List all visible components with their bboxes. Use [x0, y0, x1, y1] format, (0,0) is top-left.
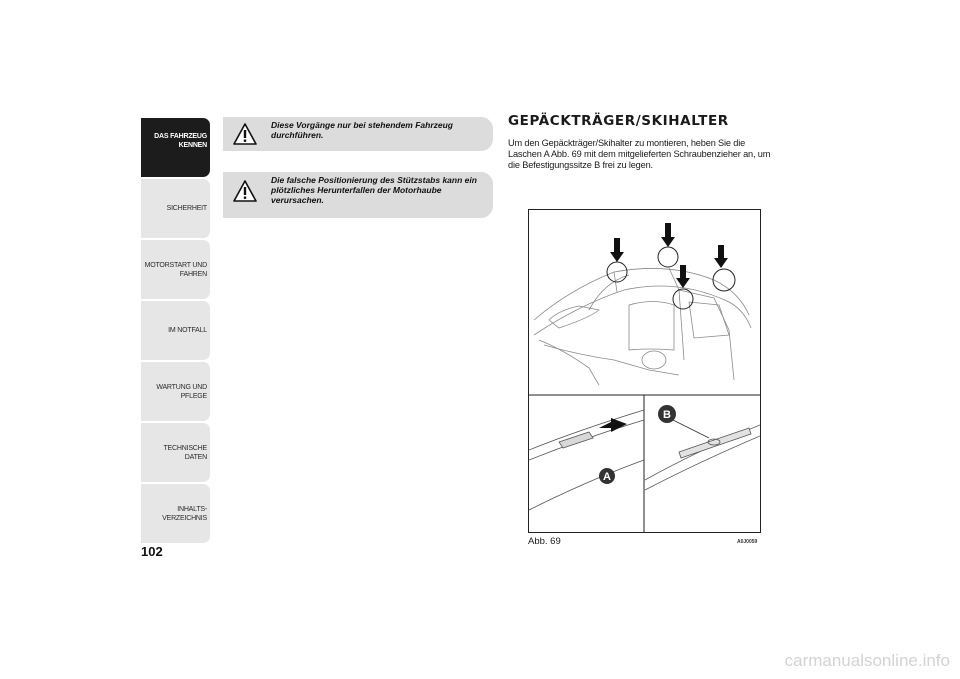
tab-im-notfall[interactable]: [141, 301, 210, 360]
label-a: A: [603, 471, 611, 483]
tab-label: DAS FAHRZEUG KENNEN: [154, 133, 207, 149]
page-number: 102: [141, 544, 163, 559]
tab-label: WARTUNG UND PFLEGE: [156, 383, 207, 400]
tab-label: TECHNISCHE DATEN: [163, 444, 207, 461]
figure-code: A0J0059: [737, 539, 758, 545]
tab-sicherheit[interactable]: [141, 179, 210, 238]
warning-triangle-icon: [233, 123, 257, 145]
warning-text: Die falsche Positionierung des Stützstabs kann ein plötzliches Herunterfallen der Motorhaube verursachen.: [271, 175, 477, 205]
watermark: carmanualsonline.info: [784, 651, 950, 670]
warning-box: [223, 172, 493, 218]
tab-label: SICHERHEIT: [166, 205, 207, 212]
arrow-left-icon: [599, 418, 627, 432]
warning-box: [223, 117, 493, 151]
warning-text: Diese Vorgänge nur bei stehendem Fahrzeug durchführen.: [271, 120, 454, 140]
tab-label: INHALTS- VERZEICHNIS: [162, 505, 207, 522]
fixing-point-circles: [607, 247, 735, 309]
figure-roof-rack: [528, 209, 761, 533]
car-outline: [534, 268, 751, 385]
tab-inhaltsverzeichnis[interactable]: [141, 484, 210, 543]
roof-rack-illustration: [529, 210, 760, 532]
detail-a: [529, 410, 644, 510]
leader-line-b: [669, 418, 709, 438]
tab-label: IM NOTFALL: [168, 327, 207, 334]
warning-triangle-icon: [233, 180, 257, 202]
section-heading: GEPÄCKTRÄGER/SKIHALTER: [508, 113, 729, 129]
tab-motorstart-und-fahren[interactable]: [141, 240, 210, 299]
tab-label: MOTORSTART UND FAHREN: [144, 261, 207, 278]
tab-technische-daten[interactable]: [141, 423, 210, 482]
figure-caption: Abb. 69: [528, 536, 561, 547]
label-b: B: [663, 409, 671, 421]
tab-wartung-und-pflege[interactable]: [141, 362, 210, 421]
tab-das-fahrzeug-kennen[interactable]: [141, 118, 210, 177]
section-body: Um den Gepäckträger/Skihalter zu montieren, heben Sie die Laschen A Abb. 69 mit dem mitgelieferten Schraubenzieher an, um die Befestigungssitze B frei zu legen.: [508, 138, 771, 170]
